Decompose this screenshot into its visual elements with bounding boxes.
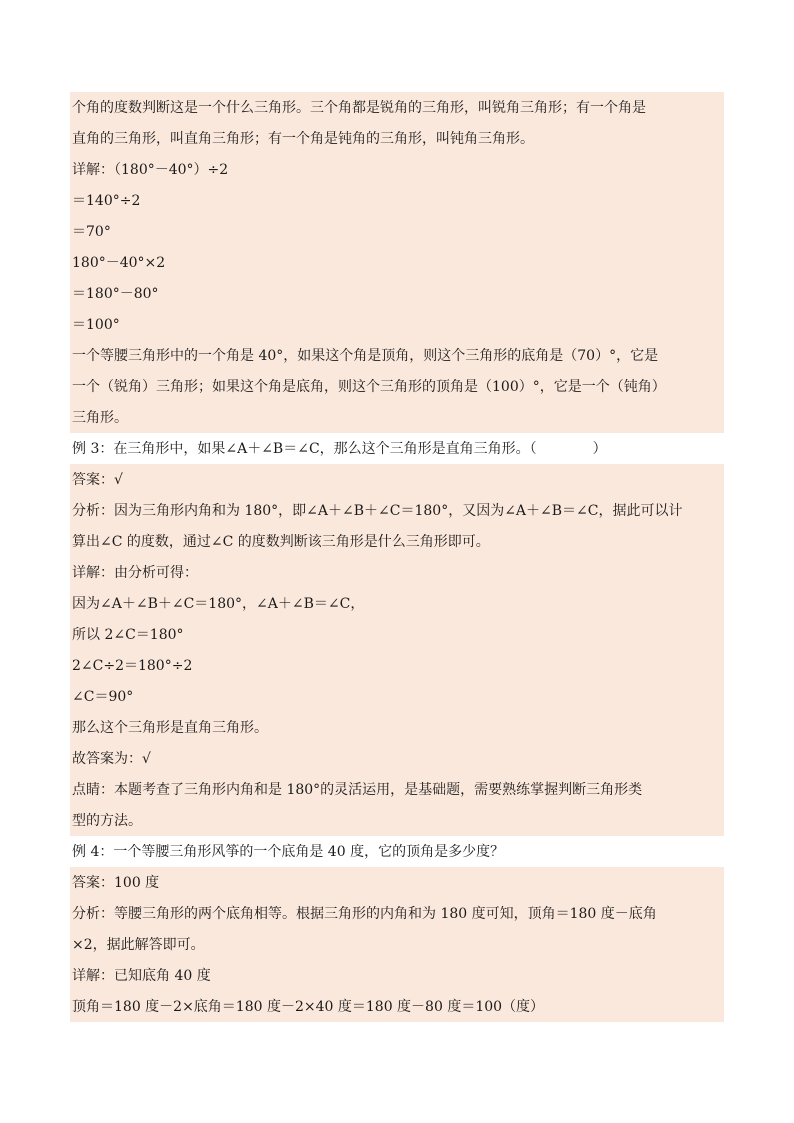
text-line: 点睛：本题考查了三角形内角和是 180°的灵活运用，是基础题，需要熟练掌握判断三角形类	[70, 774, 724, 805]
text-line: 详解：已知底角 40 度	[70, 960, 724, 991]
text-line: 例 3：在三角形中，如果∠A＋∠B＝∠C，那么这个三角形是直角三角形。（ ）	[72, 441, 607, 457]
text-line: 分析：等腰三角形的两个底角相等。根据三角形的内角和为 180 度可知，顶角＝180 度－底角	[70, 898, 724, 929]
text-line: 算出∠C 的度数，通过∠C 的度数判断该三角形是什么三角形即可。	[70, 526, 724, 557]
text-line: ＝100°	[70, 309, 724, 340]
text-line: 一个等腰三角形中的一个角是 40°，如果这个角是顶角，则这个三角形的底角是（70）°，它是	[70, 340, 724, 371]
text-line: 个角的度数判断这是一个什么三角形。三个角都是锐角的三角形，叫锐角三角形；有一个角是	[70, 92, 724, 123]
text-line: 故答案为：√	[70, 743, 724, 774]
text-line: ＝180°－80°	[70, 278, 724, 309]
text-line: ×2，据此解答即可。	[70, 929, 724, 960]
document-body	[70, 92, 724, 1022]
text-line: 详解：由分析可得：	[70, 557, 724, 588]
text-line: 2∠C÷2＝180°÷2	[70, 650, 724, 681]
text-line: 答案：√	[70, 464, 724, 495]
text-line: 直角的三角形，叫直角三角形；有一个角是钝角的三角形，叫钝角三角形。	[70, 123, 724, 154]
text-line: 三角形。	[70, 402, 724, 433]
text-line: 因为∠A＋∠B＋∠C＝180°，∠A＋∠B＝∠C，	[70, 588, 724, 619]
text-line: 例 4：一个等腰三角形风筝的一个底角是 40 度，它的顶角是多少度？	[72, 844, 505, 860]
text-line: ∠C＝90°	[70, 681, 724, 712]
text-line: 型的方法。	[70, 805, 724, 836]
text-line: 那么这个三角形是直角三角形。	[70, 712, 724, 743]
text-line: 详解：（180°－40°）÷2	[70, 154, 724, 185]
text-line: 顶角＝180 度－2×底角＝180 度－2×40 度＝180 度－80 度＝100（度）	[70, 991, 724, 1022]
text-line: 180°－40°×2	[70, 247, 724, 278]
text-line: 答案：100 度	[70, 867, 724, 898]
text-line: 一个（锐角）三角形；如果这个角是底角，则这个三角形的顶角是（100）°，它是一个（钝角）	[70, 371, 724, 402]
text-line: ＝70°	[70, 216, 724, 247]
text-line: 分析：因为三角形内角和为 180°，即∠A＋∠B＋∠C＝180°，又因为∠A＋∠B＝∠C，据此可以计	[70, 495, 724, 526]
text-line: ＝140°÷2	[70, 185, 724, 216]
text-line: 所以 2∠C＝180°	[70, 619, 724, 650]
